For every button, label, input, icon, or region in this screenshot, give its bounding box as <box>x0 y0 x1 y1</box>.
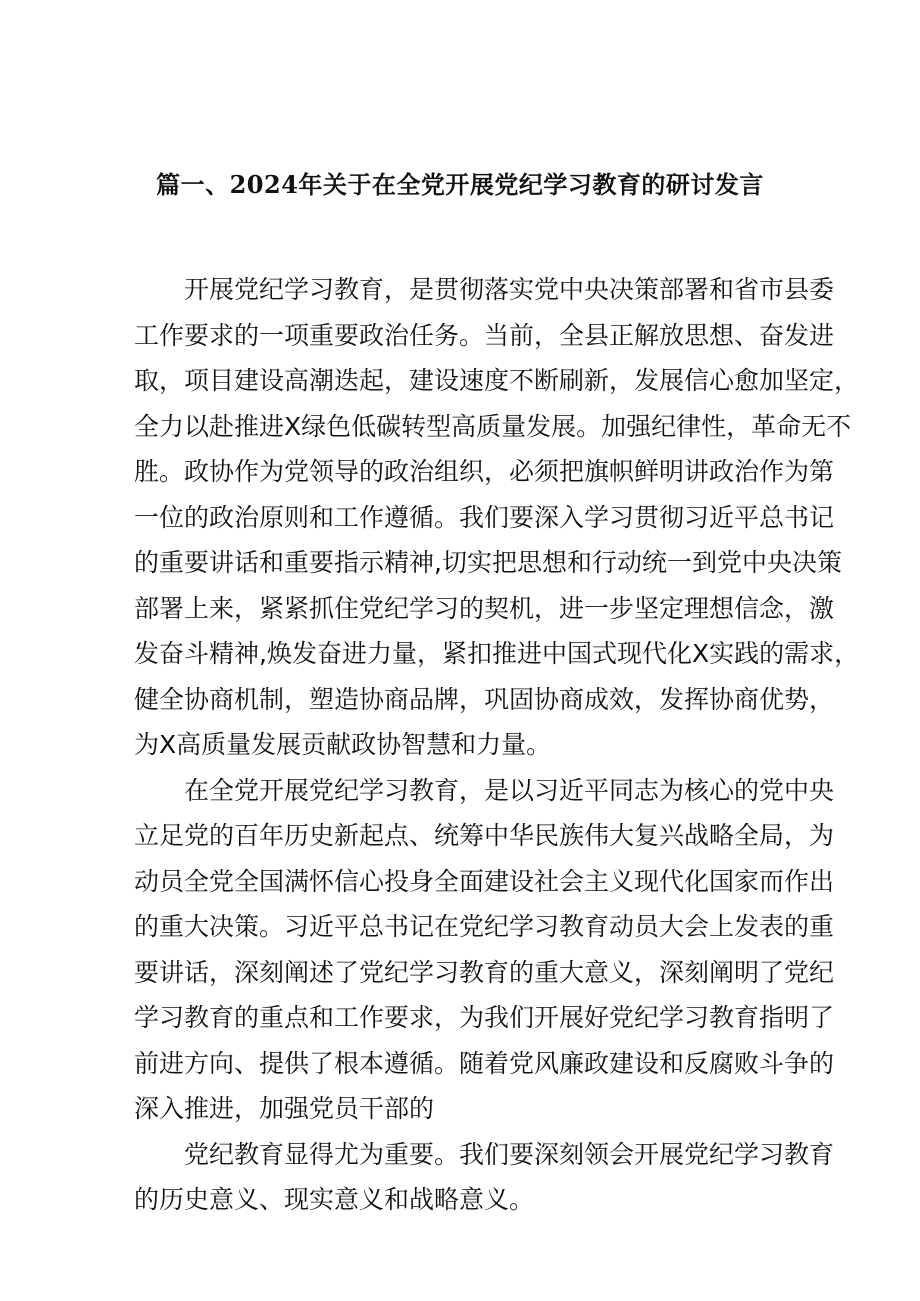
paragraph-1-line-8: 部署上来，紧紧抓住党纪学习的契机，进一步坚定理想信念，激 <box>134 593 835 623</box>
paragraph-2-line-4: 的重大决策。习近平总书记在党纪学习教育动员大会上发表的重 <box>134 912 835 941</box>
paragraph-2-line-3: 动员全党全国满怀信心投身全面建设社会主义现代化国家而作出 <box>134 866 835 896</box>
paragraph-1-line-9: 发奋斗精神,焕发奋进力量，紧扣推进中国式现代化X实践的需求， <box>134 639 860 668</box>
paragraph-1-line-4: 全力以赴推进X绿色低碳转型高质量发展。加强纪律性，革命无不 <box>134 411 852 441</box>
document-body <box>134 267 860 1223</box>
paragraph-1-line-3: 取，项目建设高潮迭起，建设速度不断刷新，发展信心愈加坚定， <box>134 366 860 395</box>
paragraph-2-line-1: 在全党开展党纪学习教育，是以习近平同志为核心的党中央 <box>184 775 835 805</box>
paragraph-1-line-1: 开展党纪学习教育，是贯彻落实党中央决策部署和省市县委 <box>184 275 835 304</box>
paragraph-3-line-1: 党纪教育显得尤为重要。我们要深刻领会开展党纪学习教育 <box>184 1139 835 1169</box>
paragraph-3-line-2: 的历史意义、现实意义和战略意义。 <box>134 1185 535 1214</box>
paragraph-1-line-7: 的重要讲话和重要指示精神,切实把思想和行动统一到党中央决策 <box>134 548 842 577</box>
paragraph-2-line-2: 立足党的百年历史新起点、统筹中华民族伟大复兴战略全局，为 <box>134 821 835 850</box>
paragraph-1-line-2: 工作要求的一项重要政治任务。当前，全县正解放思想、奋发进 <box>134 320 835 350</box>
paragraph-2-line-8: 深入推进，加强党员干部的 <box>134 1094 435 1123</box>
paragraph-1-line-11: 为X高质量发展贡献政协智慧和力量。 <box>134 730 552 759</box>
paragraph-2-line-5: 要讲话，深刻阐述了党纪学习教育的重大意义，深刻阐明了党纪 <box>134 957 835 987</box>
document-title: 篇一、2024年关于在全党开展党纪学习教育的研讨发言 <box>156 170 764 199</box>
paragraph-1-line-10: 健全协商机制，塑造协商品牌，巩固协商成效，发挥协商优势， <box>134 684 835 714</box>
paragraph-2-line-7: 前进方向、提供了根本遵循。随着党风廉政建设和反腐败斗争的 <box>134 1048 835 1078</box>
paragraph-1-line-5: 胜。政协作为党领导的政治组织，必须把旗帜鲜明讲政治作为第 <box>134 457 835 486</box>
paragraph-2-line-6: 学习教育的重点和工作要求，为我们开展好党纪学习教育指明了 <box>134 1003 835 1032</box>
paragraph-1-line-6: 一位的政治原则和工作遵循。我们要深入学习贯彻习近平总书记 <box>134 502 835 532</box>
